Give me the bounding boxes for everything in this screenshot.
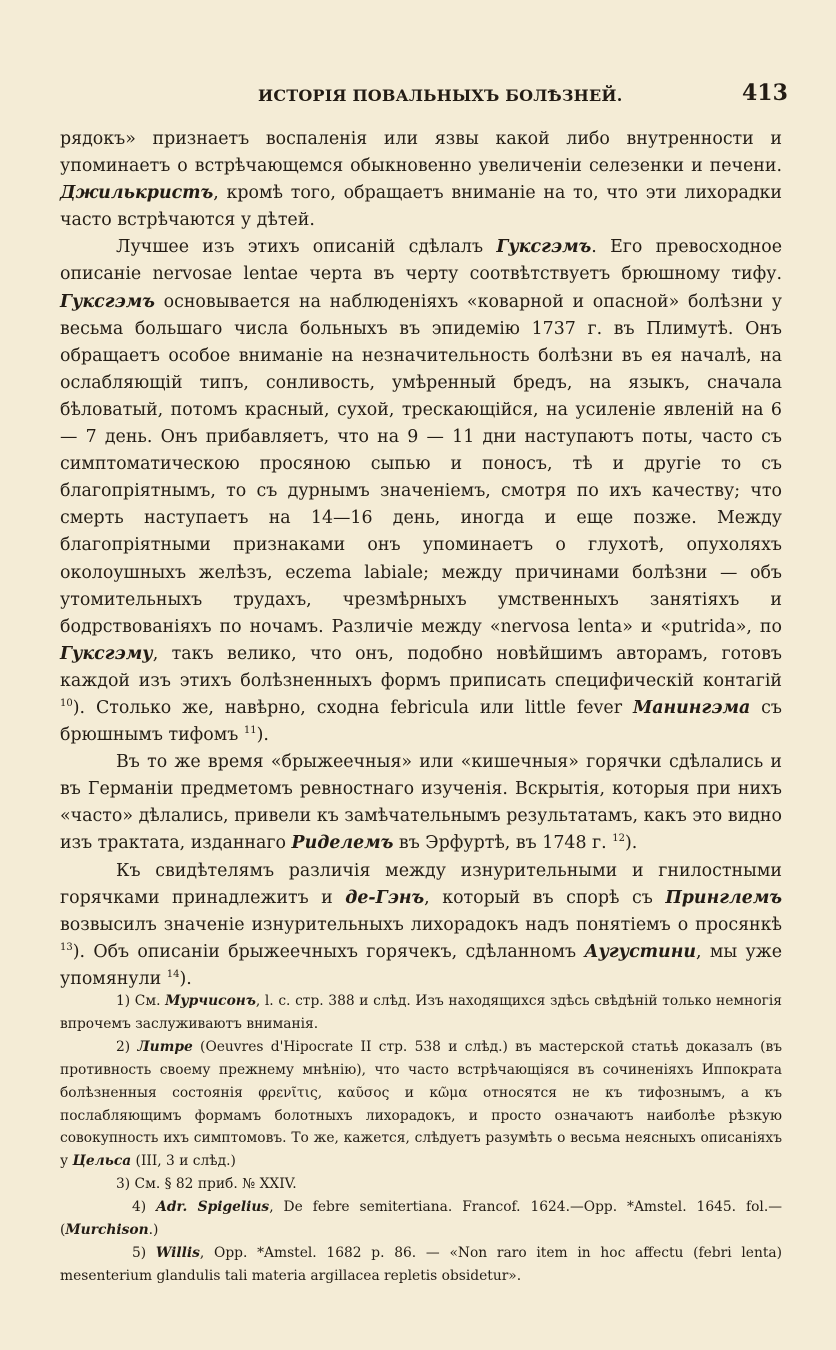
paragraph-2: Лучшее изъ этихъ описаній сдѣлалъ Гуксгэмъ. Его превосходное описаніе nervosae lentae черта въ черту соотвѣтствуетъ брюшному тифу. Гуксгэмъ основывается на наблюденіяхъ «коварной и опасной» болѣзни у весьма большаго числа больныхъ въ эпидемію 1737 г. въ Плимутѣ. Онъ обращаетъ особое вниманіе на незначительность болѣзни въ ея началѣ, на ослабляющій типъ, сонливость, умѣренный бредъ, на языкъ, сначала бѣловатый, потомъ красный, сухой, трескающійся, на усиленіе явленій на 6 — 7 день. Онъ прибавляетъ, что на 9 — 11 дни наступаютъ поты, часто съ симптоматическою просяною сыпью и поносъ, тѣ и другіе то съ благопріятнымъ, то съ дурнымъ значеніемъ, смотря по ихъ качеству; что смерть наступаетъ на 14—16 день, иногда и еще позже. Между благопріятными признаками онъ упоминаетъ о глухотѣ, опухоляхъ околоушныхъ желѣзъ, eczema labiale; между причинами болѣзни — объ утомительныхъ трудахъ, чрезмѣрныхъ умственныхъ занятіяхъ и бодрствованіяхъ по ночамъ. Различіе между «nervosa lenta» и «putrida», по Гуксгэму, такъ велико, что онъ, подобно новѣйшимъ авторамъ, готовъ каждой изъ этихъ болѣзненныхъ формъ приписать специфическій контагій $^{10}$). Столько же, навѣрно, сходна febricula или little fever Манингэма съ брюшнымъ тифомъ $^{11}$). bbox=[60, 237, 782, 746]
author-name: Принглемъ bbox=[665, 887, 782, 908]
footnote-ref: 11 bbox=[243, 725, 257, 737]
author-name: Гуксгэму bbox=[60, 643, 153, 664]
author-name: Murchison bbox=[65, 1222, 149, 1239]
main-text bbox=[60, 126, 782, 993]
author-name: Риделемъ bbox=[291, 833, 394, 854]
author-name: Манингэма bbox=[632, 697, 751, 718]
author-name: Мурчисонъ bbox=[165, 993, 256, 1009]
author-name: Willis bbox=[155, 1244, 200, 1261]
footnote-ref: 12 bbox=[612, 833, 625, 845]
running-header: ИСТОРІЯ ПОВАЛЬНЫХЪ БОЛѢЗНЕЙ. bbox=[258, 86, 623, 105]
page-number: 413 bbox=[742, 80, 788, 106]
author-name: Adr. Spigelius bbox=[156, 1199, 270, 1216]
author-name: Аугустини bbox=[584, 941, 697, 962]
author-name: Гуксгэмъ bbox=[60, 291, 155, 312]
paragraph-1: рядокъ» признаетъ воспаленія или язвы какой либо внутренности и упоминаетъ о встрѣчающемся обыкновенно увеличеніи селезенки и печени. Джилькристъ, кромѣ того, обращаетъ вниманіе на то, что эти лихорадки часто встрѣчаются у дѣтей. bbox=[60, 129, 782, 231]
author-name: Джилькристъ bbox=[60, 183, 214, 204]
author-name: Литре bbox=[137, 1038, 193, 1055]
footnote-ref: 13 bbox=[60, 942, 73, 954]
footnote-4: 4) Adr. Spigelius, De febre semitertiana. Francof. 1624.—Opp. *Amstel. 1645. fol.— (Murchison.) bbox=[60, 1199, 782, 1239]
footnote-1: 1) См. Мурчисонъ, l. c. стр. 388 и слѣд. Изъ находящихся здѣсь свѣдѣній только немногія впрочемъ заслуживаютъ вниманія. bbox=[60, 993, 782, 1032]
footnote-ref: 10 bbox=[60, 698, 73, 710]
footnote-2: 2) Литре (Oeuvres d'Hipocrate II стр. 538 и слѣд.) въ мастерской статьѣ доказалъ (въ противность своему прежнему мнѣнію), что часто встрѣчающіяся въ сочиненіяхъ Иппократа болѣзненныя состоянія φρενῖτις, καῦσος и κῶμα относятся не къ тифознымъ, а къ послабляющимъ формамъ болотныхъ лихорадокъ, и просто означаютъ наиболѣе рѣзкую совокупность ихъ симптомовъ. То же, кажется, слѣдуетъ разумѣть о весьма неясныхъ описаніяхъ у Цельса (III, 3 и слѣд.) bbox=[60, 1038, 783, 1170]
footnote-5: 5) Willis, Opp. *Amstel. 1682 p. 86. — «Non raro item in hoc affectu (febri lenta) mesenterium glandulis tali materia argillacea repletis obsidetur». bbox=[60, 1244, 783, 1284]
footnote-ref: 14 bbox=[166, 969, 180, 981]
footnotes bbox=[60, 990, 782, 1288]
author-name: Гуксгэмъ bbox=[496, 237, 592, 258]
author-name: Цельса bbox=[72, 1153, 132, 1170]
paragraph-3: Въ то же время «брыжеечныя» или «кишечныя» горячки сдѣлались и въ Германіи предметомъ ревностнаго изученія. Вскрытія, которыя при нихъ «часто» дѣлались, привели къ замѣчательнымъ результатамъ, какъ это видно изъ трактата, изданнаго Риделемъ въ Эрфуртѣ, въ 1748 г. $^{12}$). bbox=[60, 752, 782, 854]
author-name: де-Гэнъ bbox=[345, 887, 425, 908]
footnote-3: 3) См. § 82 приб. № XXIV. bbox=[116, 1176, 297, 1193]
paragraph-4: Къ свидѣтелямъ различія между изнурительными и гнилостными горячками принадлежитъ и де-Гэнъ, который въ спорѣ съ Принглемъ возвысилъ значеніе изнурительныхъ лихорадокъ надъ понятіемъ о просянкѣ $^{13}$). Объ описаніи брыжеечныхъ горячекъ, сдѣланномъ Аугустини, мы уже упомянули $^{14}$). bbox=[60, 860, 782, 989]
